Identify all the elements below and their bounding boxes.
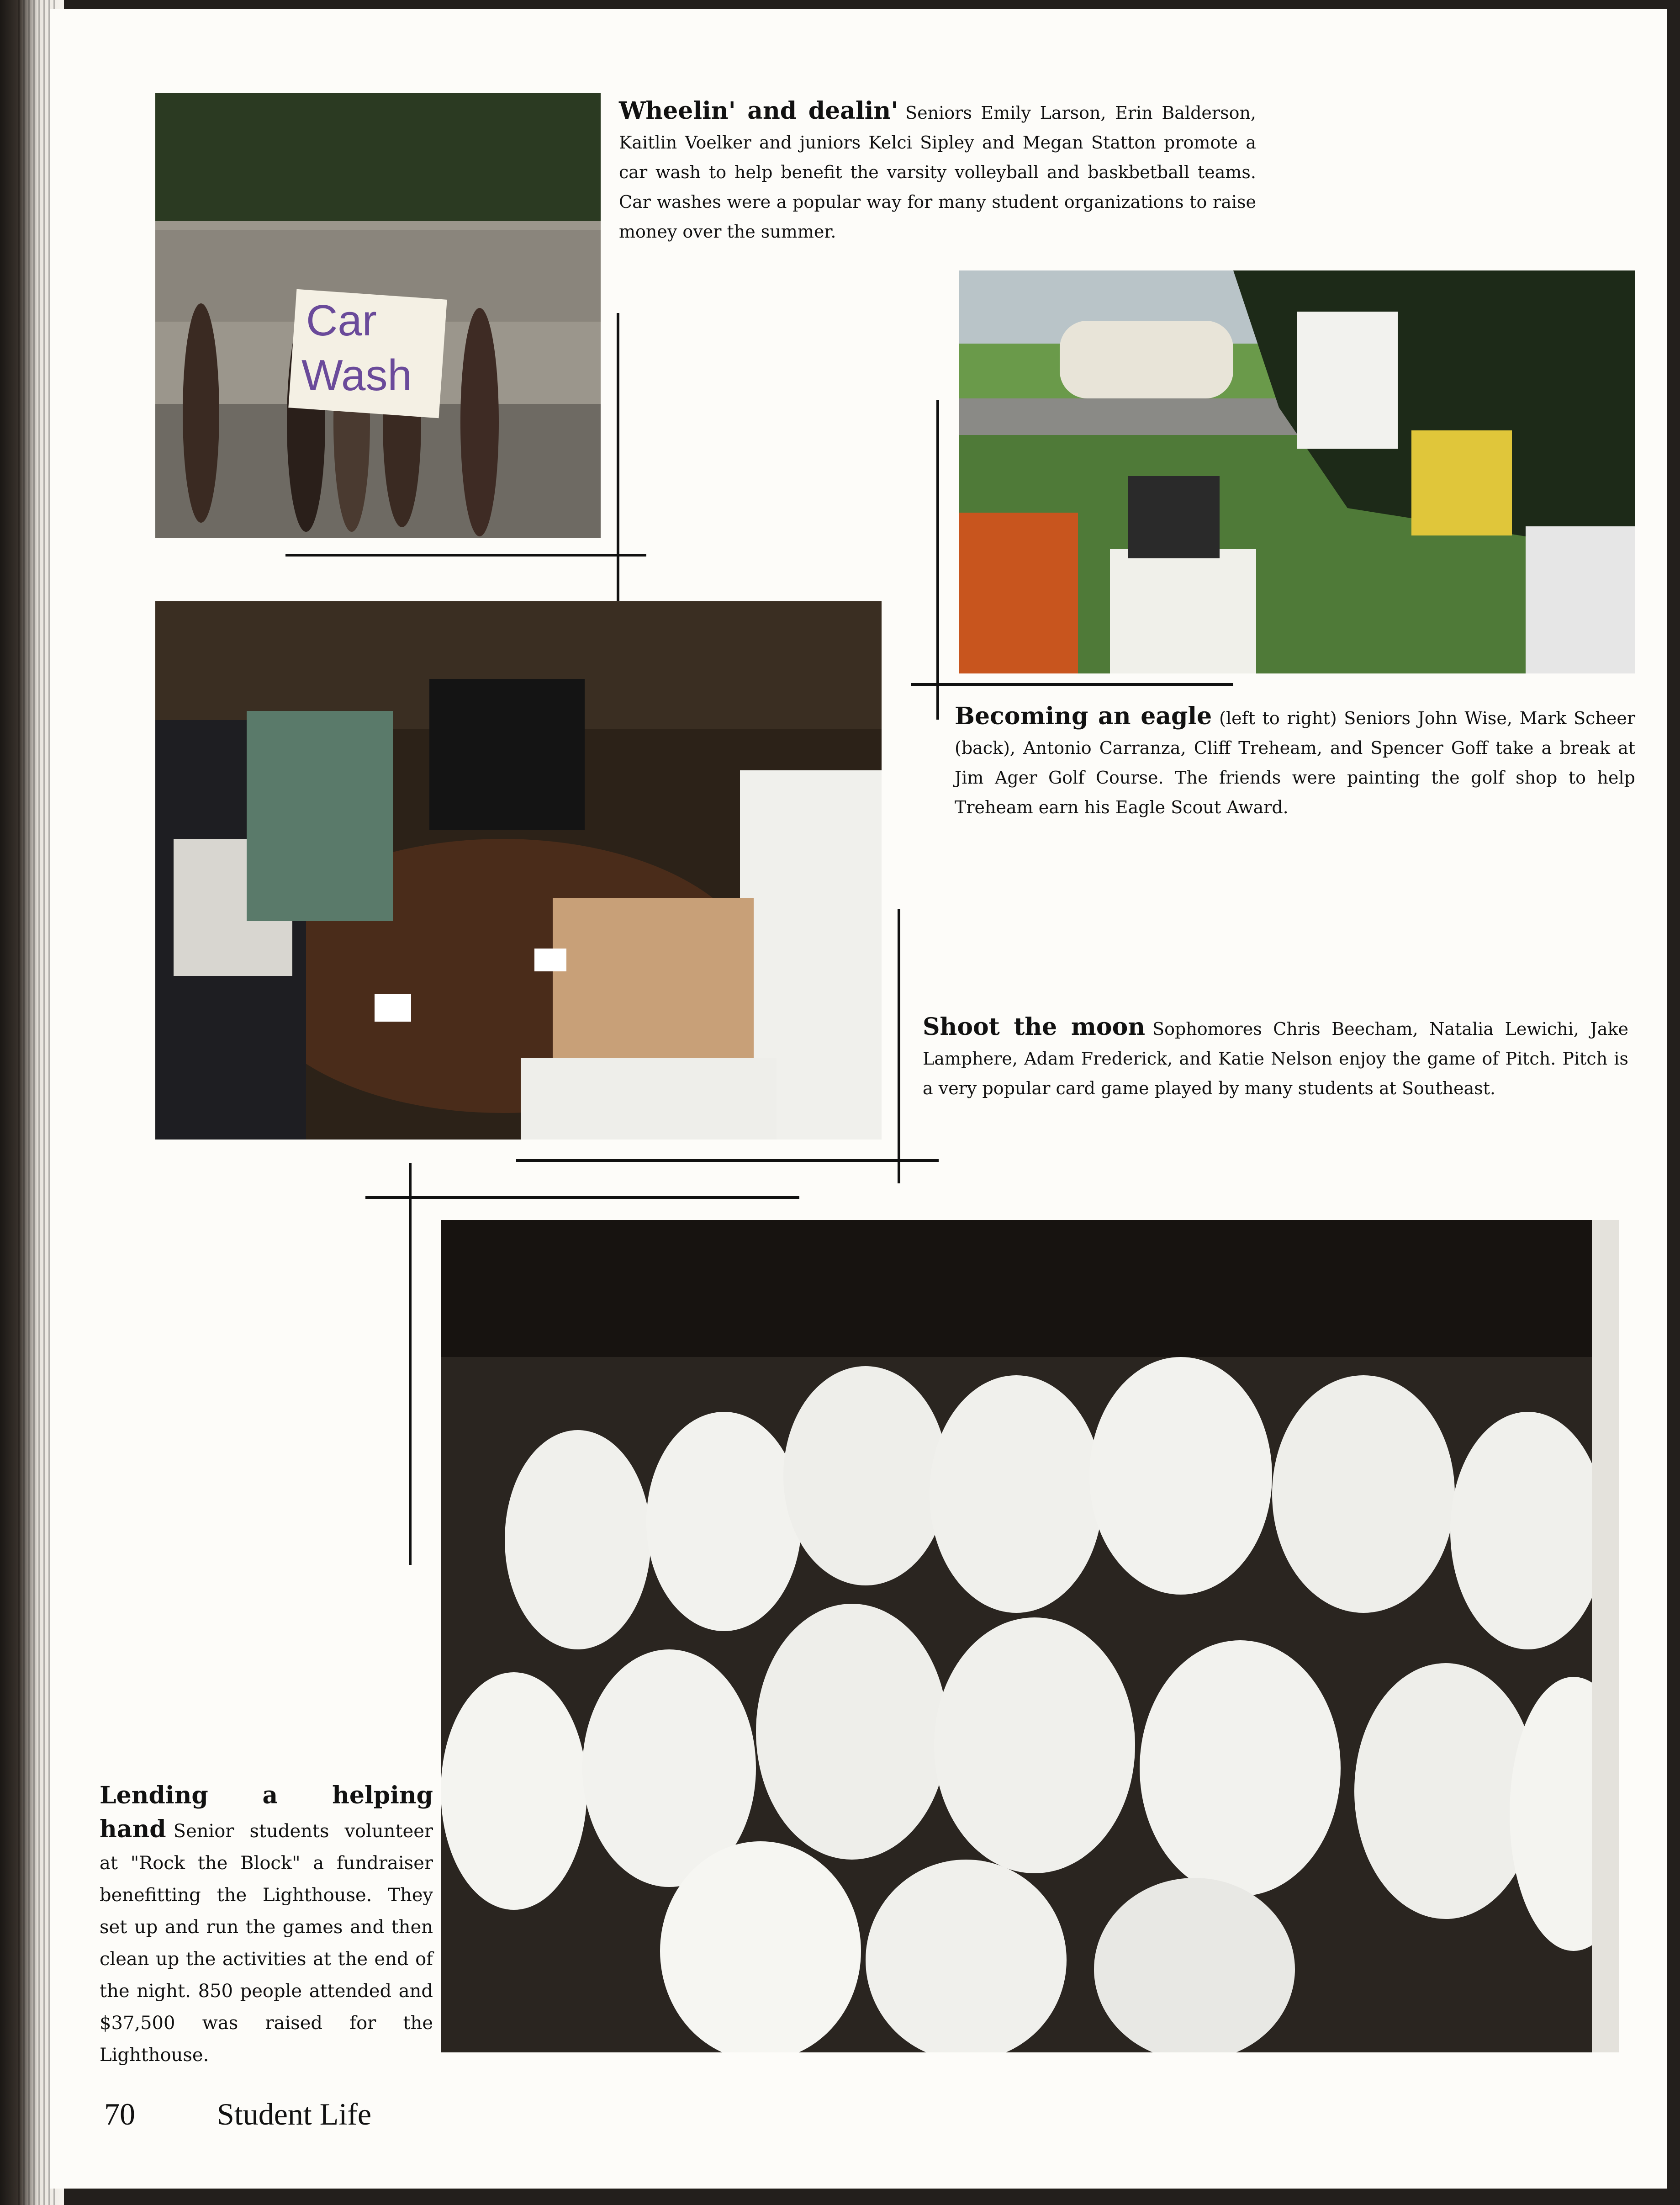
caption-golf-course [955,701,1635,822]
rule-vertical [898,909,900,1183]
rule-horizontal [285,554,646,557]
yearbook-page [50,9,1667,2189]
caption-car-wash [619,96,1256,247]
section-title: Student Life [217,2097,372,2131]
rule-vertical [617,313,619,601]
caption-body: Senior students volunteer at "Rock the Block" a fundraiser benefitting the Lighthouse. They set up and run the games and then clean up the activities at the end of the night. 850 people attended and $37,500 was raised for the Lighthouse. [100,1821,433,2066]
page-number: 70 [104,2097,135,2131]
rule-vertical [936,400,939,720]
caption-headline: Shoot the moon [923,1013,1146,1041]
photo-rock-the-block [441,1220,1619,2052]
page-edges [18,0,55,2205]
photo-golf-course [959,270,1635,673]
rule-horizontal [911,683,1233,686]
caption-headline: Lending a helping hand [100,1781,433,1843]
rule-horizontal [365,1196,799,1199]
caption-rock-the-block [100,1780,433,2071]
caption-body: Seniors Emily Larson, Erin Balderson, Kaitlin Voelker and juniors Kelci Sipley and Megan Statton promote a car wash to help benefit the varsity volleyball and baskbetball teams. Car washes were a popular way for many student organizations to raise money over the summer. [619,103,1256,242]
rule-horizontal [516,1159,939,1162]
sign-text-wash: Wash [301,351,412,400]
caption-headline: Wheelin' and dealin' [619,97,898,125]
sign-text-car: Car [306,296,377,345]
caption-card-game [923,1012,1628,1103]
photo-card-game [155,601,882,1140]
caption-headline: Becoming an eagle [955,702,1212,730]
caption-body: (left to right) Seniors John Wise, Mark Scheer (back), Antonio Carranza, Cliff Treheam, and Spencer Goff take a break at Jim Ager Golf Course. The friends were painting the golf shop to help Treheam earn his Eagle Scout Award. [955,708,1635,817]
rule-vertical [409,1163,412,1565]
caption-body: Sophomores Chris Beecham, Natalia Lewichi, Jake Lamphere, Adam Frederick, and Katie Nelson enjoy the game of Pitch. Pitch is a very popular card game played by many students at Southeast. [923,1019,1628,1098]
photo-car-wash [155,93,601,538]
